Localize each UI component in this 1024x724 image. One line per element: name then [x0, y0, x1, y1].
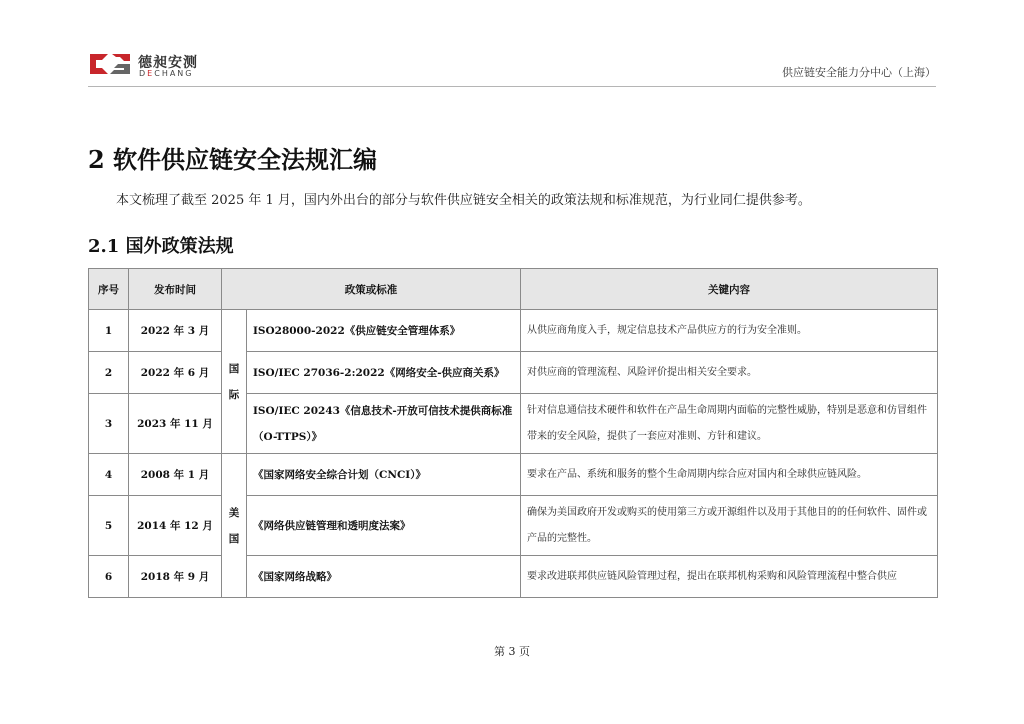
row-date: 2023 年 11 月 — [129, 394, 222, 454]
section-title: 2 软件供应链安全法规汇编 — [88, 145, 378, 174]
row-policy: ISO/IEC 27036-2:2022《网络安全-供应商关系》 — [247, 352, 521, 394]
header-content: 关键内容 — [521, 269, 938, 310]
row-no: 5 — [89, 496, 129, 556]
table-row — [89, 454, 938, 496]
row-date: 2022 年 6 月 — [129, 352, 222, 394]
row-date: 2008 年 1 月 — [129, 454, 222, 496]
row-date: 2022 年 3 月 — [129, 310, 222, 352]
header-policy: 政策或标准 — [222, 269, 521, 310]
row-policy: ISO28000-2022《供应链安全管理体系》 — [247, 310, 521, 352]
row-content: 从供应商角度入手，规定信息技术产品供应方的行为安全准则。 — [521, 310, 938, 352]
row-no: 1 — [89, 310, 129, 352]
table-row — [89, 394, 938, 454]
row-content: 要求改进联邦供应链风险管理过程，提出在联邦机构采购和风险管理流程中整合供应 — [521, 556, 938, 598]
table-header-row — [89, 269, 938, 310]
region-international: 国 际 — [222, 310, 247, 454]
row-no: 6 — [89, 556, 129, 598]
table-row — [89, 556, 938, 598]
row-policy: 《国家网络战略》 — [247, 556, 521, 598]
header-no: 序号 — [89, 269, 129, 310]
row-date: 2014 年 12 月 — [129, 496, 222, 556]
row-no: 4 — [89, 454, 129, 496]
row-content: 确保为美国政府开发或购买的使用第三方或开源组件以及用于其他目的的任何软件、固件或产品的完整性。 — [521, 496, 938, 556]
dechang-logo-icon — [88, 50, 132, 78]
region-usa: 美 国 — [222, 454, 247, 598]
page-header — [88, 44, 936, 88]
table-row — [89, 496, 938, 556]
policy-table — [88, 268, 938, 598]
table-row — [89, 352, 938, 394]
row-content: 要求在产品、系统和服务的整个生命周期内综合应对国内和全球供应链风险。 — [521, 454, 938, 496]
row-policy: ISO/IEC 20243《信息技术-开放可信技术提供商标准（O-TTPS）》 — [247, 394, 521, 454]
row-policy: 《国家网络安全综合计划（CNCI）》 — [247, 454, 521, 496]
row-content: 对供应商的管理流程、风险评价提出相关安全要求。 — [521, 352, 938, 394]
brand-name-en: DECHANG — [139, 69, 194, 78]
row-date: 2018 年 9 月 — [129, 556, 222, 598]
row-no: 3 — [89, 394, 129, 454]
row-no: 2 — [89, 352, 129, 394]
row-policy: 《网络供应链管理和透明度法案》 — [247, 496, 521, 556]
center-name: 供应链安全能力分中心（上海） — [782, 66, 936, 79]
page-number: 第 3 页 — [494, 645, 530, 658]
table-row — [89, 310, 938, 352]
header-divider — [88, 86, 936, 87]
brand-name-cn: 德昶安测 — [138, 55, 198, 71]
header-date: 发布时间 — [129, 269, 222, 310]
section-intro: 本文梳理了截至 2025 年 1 月，国内外出台的部分与软件供应链安全相关的政策法规和标准规范，为行业同仁提供参考。 — [116, 193, 811, 208]
row-content: 针对信息通信技术硬件和软件在产品生命周期内面临的完整性威胁，特别是恶意和仿冒组件带来的安全风险，提供了一套应对准则、方针和建议。 — [521, 394, 938, 454]
subsection-title: 2.1 国外政策法规 — [88, 236, 234, 257]
